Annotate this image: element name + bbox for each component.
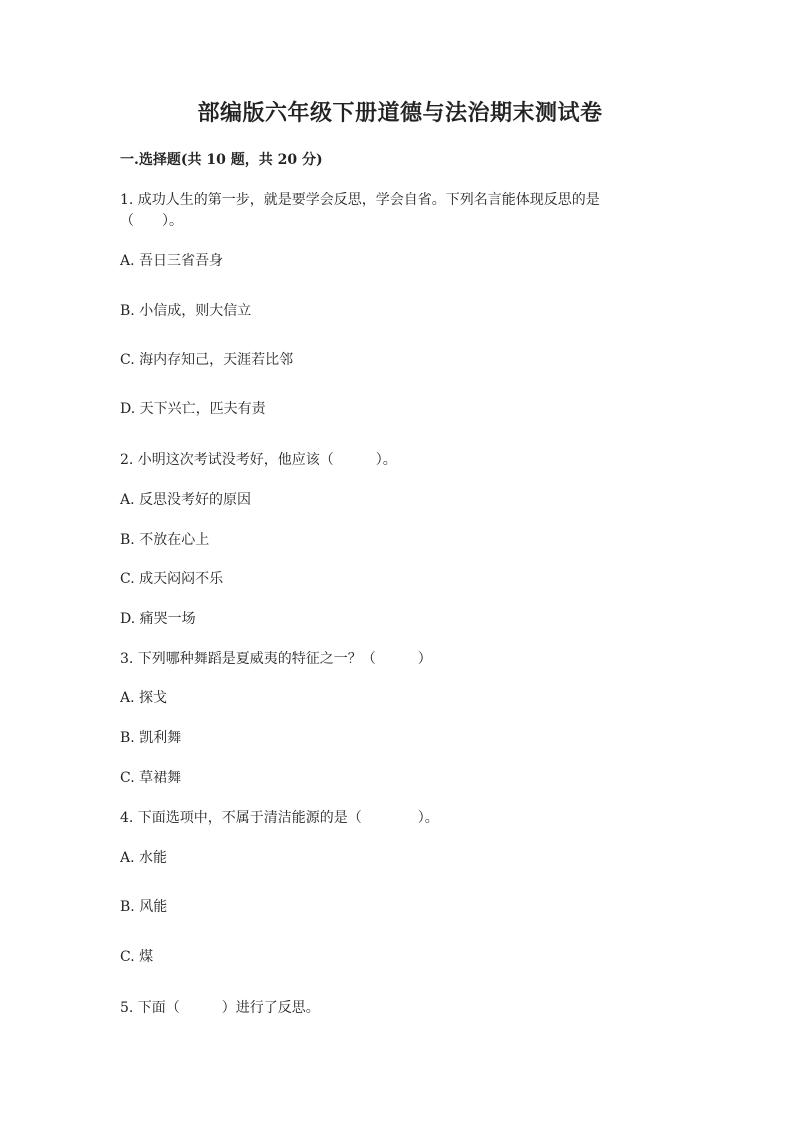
question-1-option-d: D. 天下兴亡，匹夫有责 <box>120 401 266 417</box>
question-3-stem: 3. 下列哪种舞蹈是夏威夷的特征之一？（ ） <box>120 651 432 667</box>
question-1-stem-continued: （ ）。 <box>120 213 183 229</box>
page-title: 部编版六年级下册道德与法治期末测试卷 <box>197 100 603 126</box>
question-2-option-d: D. 痛哭一场 <box>120 611 196 627</box>
section-heading: 一.选择题(共 10 题，共 20 分) <box>120 152 323 168</box>
question-1-stem: 1. 成功人生的第一步，就是要学会反思，学会自省。下列名言能体现反思的是 <box>120 192 600 208</box>
question-3-option-a: A. 探戈 <box>120 690 168 706</box>
question-1-option-c: C. 海内存知己，天涯若比邻 <box>120 352 294 368</box>
question-4-stem: 4. 下面选项中，不属于清洁能源的是（ ）。 <box>120 810 439 826</box>
question-4-option-a: A. 水能 <box>120 850 168 866</box>
question-3-option-b: B. 凯利舞 <box>120 730 182 746</box>
question-5-stem: 5. 下面（ ）进行了反思。 <box>120 1000 320 1016</box>
question-2-option-b: B. 不放在心上 <box>120 532 210 548</box>
question-2-option-c: C. 成天闷闷不乐 <box>120 571 224 587</box>
question-2-option-a: A. 反思没考好的原因 <box>120 492 252 508</box>
question-3-option-c: C. 草裙舞 <box>120 770 182 786</box>
question-4-option-b: B. 风能 <box>120 899 168 915</box>
question-4-option-c: C. 煤 <box>120 949 154 965</box>
question-2-stem: 2. 小明这次考试没考好，他应该（ ）。 <box>120 452 397 468</box>
question-1-option-b: B. 小信成，则大信立 <box>120 303 252 319</box>
question-1-option-a: A. 吾日三省吾身 <box>120 253 224 269</box>
